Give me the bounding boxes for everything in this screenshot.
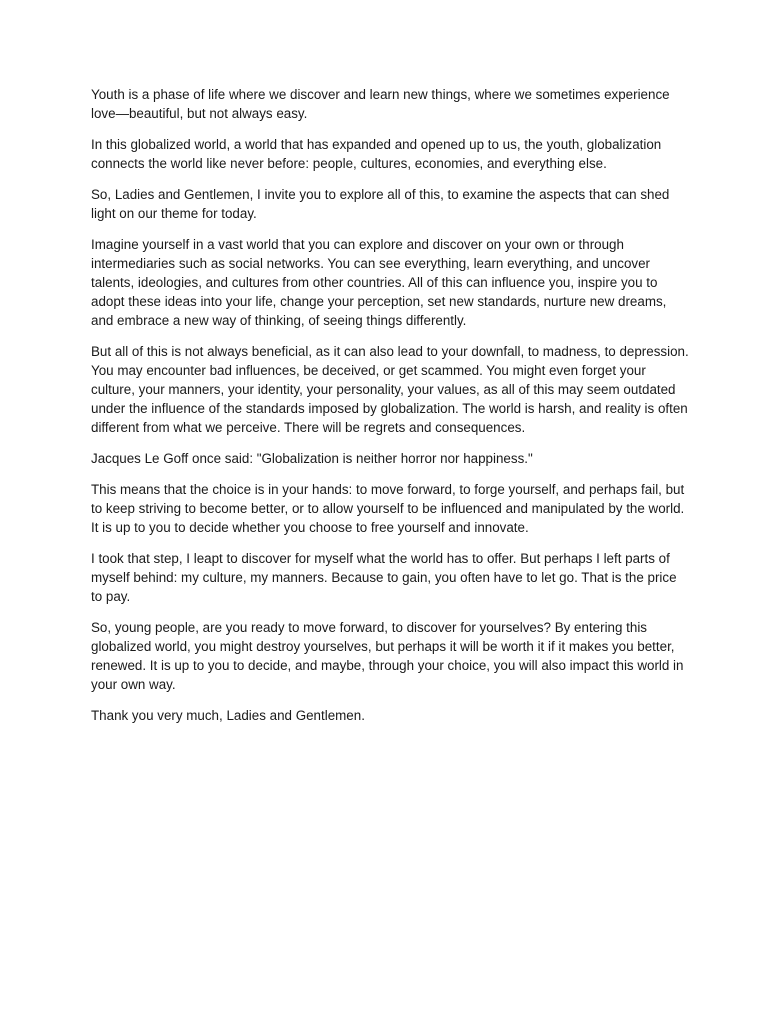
paragraph-2: In this globalized world, a world that has expanded and opened up to us, the youth, globalization connects the world like never before: people, cultures, economies, and everything else. bbox=[91, 137, 662, 171]
paragraph-1: Youth is a phase of life where we discover and learn new things, where we sometimes experience love—beautiful, but not always easy. bbox=[91, 87, 670, 121]
paragraph-9: So, young people, are you ready to move forward, to discover for yourselves? By entering this globalized world, you might destroy yourselves, but perhaps it will be worth it if it makes you better, renewed. It is up to you to decide, and maybe, through your choice, you will also impact this world in your own way. bbox=[91, 620, 684, 692]
paragraph-8: I took that step, I leapt to discover for myself what the world has to offer. But perhaps I left parts of myself behind: my culture, my manners. Because to gain, you often have to let go. That is the price to pay. bbox=[91, 551, 677, 604]
paragraph-4: Imagine yourself in a vast world that you can explore and discover on your own or through intermediaries such as social networks. You can see everything, learn everything, and uncover talents, ideologies, and cultures from other countries. All of this can influence you, inspire you to adopt these ideas into your life, change your perception, set new standards, nurture new dreams, and embrace a new way of thinking, of seeing things differently. bbox=[91, 237, 667, 328]
paragraph-3: So, Ladies and Gentlemen, I invite you to explore all of this, to examine the aspects that can shed light on our theme for today. bbox=[91, 187, 670, 221]
quote-paragraph: Jacques Le Goff once said: "Globalization is neither horror nor happiness." bbox=[91, 451, 533, 466]
paragraph-7: This means that the choice is in your hands: to move forward, to forge yourself, and perhaps fail, but to keep striving to become better, or to allow yourself to be influenced and manipulated by the world. It is up to you to decide whether you choose to free yourself and innovate. bbox=[91, 482, 685, 535]
document-body bbox=[91, 85, 691, 737]
paragraph-5: But all of this is not always beneficial, as it can also lead to your downfall, to madness, to depression. You may encounter bad influences, be deceived, or get scammed. You might even forget your culture, your manners, your identity, your personality, your values, as all of this may seem outdated under the influence of the standards imposed by globalization. The world is harsh, and reality is often different from what we perceive. There will be regrets and consequences. bbox=[91, 344, 689, 435]
closing-paragraph: Thank you very much, Ladies and Gentlemen. bbox=[91, 708, 365, 723]
